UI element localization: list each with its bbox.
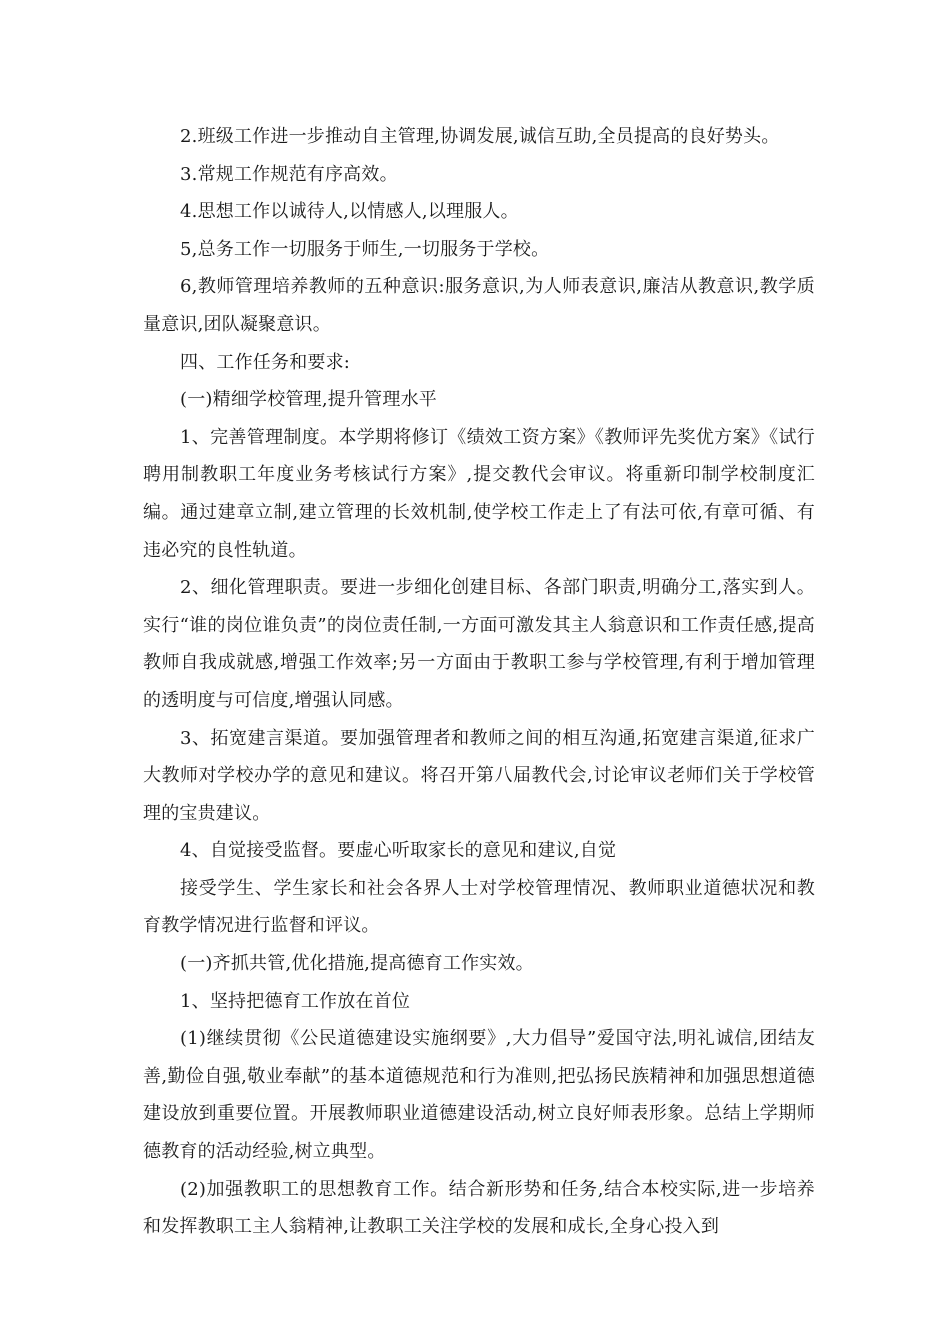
subsection-heading: (一)齐抓共管,优化措施,提高德育工作实效。 bbox=[180, 953, 534, 975]
paragraph: 2、细化管理职责。要进一步细化创建目标、各部门职责,明确分工,落实到人。实行“谁的岗位谁负责”的岗位责任制,一方面可激发其主人翁意识和工作责任感,提高教师自我成就感,增强工作效率;另一方面由于教职工参与学校管理,有利于增加管理的透明度与可信度,增强认同感。 bbox=[143, 577, 815, 711]
document-body bbox=[143, 118, 815, 1246]
paragraph: 6,教师管理培养教师的五种意识:服务意识,为人师表意识,廉洁从教意识,教学质量意识,团队凝聚意识。 bbox=[143, 276, 815, 335]
paragraph: 1、完善管理制度。本学期将修订《绩效工资方案》《教师评先奖优方案》《试行聘用制教职工年度业务考核试行方案》,提交教代会审议。将重新印制学校制度汇编。通过建章立制,建立管理的长效机制,使学校工作走上了有法可依,有章可循、有违必究的良性轨道。 bbox=[143, 426, 815, 561]
paragraph: 4.思想工作以诚待人,以情感人,以理服人。 bbox=[180, 201, 519, 223]
paragraph: 接受学生、学生家长和社会各界人士对学校管理情况、教师职业道德状况和教育教学情况进行监督和评议。 bbox=[143, 877, 815, 937]
subsection-heading: (一)精细学校管理,提升管理水平 bbox=[180, 389, 437, 411]
paragraph: (2)加强教职工的思想教育工作。结合新形势和任务,结合本校实际,进一步培养和发挥教职工主人翁精神,让教职工关注学校的发展和成长,全身心投入到 bbox=[143, 1178, 815, 1238]
paragraph: 4、自觉接受监督。要虚心听取家长的意见和建议,自觉 bbox=[180, 840, 617, 862]
paragraph: 1、坚持把德育工作放在首位 bbox=[180, 990, 411, 1012]
paragraph: 5,总务工作一切服务于师生,一切服务于学校。 bbox=[180, 238, 550, 260]
paragraph: 3、拓宽建言渠道。要加强管理者和教师之间的相互沟通,拓宽建言渠道,征求广大教师对学校办学的意见和建议。将召开第八届教代会,讨论审议老师们关于学校管理的宝贵建议。 bbox=[143, 727, 815, 824]
paragraph: 3.常规工作规范有序高效。 bbox=[180, 163, 398, 185]
paragraph: (1)继续贯彻《公民道德建设实施纲要》,大力倡导”爱国守法,明礼诚信,团结友善,勤俭自强,敬业奉献”的基本道德规范和行为准则,把弘扬民族精神和加强思想道德建设放到重要位置。开展教师职业道德建设活动,树立良好师表形象。总结上学期师德教育的活动经验,树立典型。 bbox=[143, 1028, 815, 1163]
section-heading: 四、工作任务和要求: bbox=[180, 351, 351, 373]
paragraph: 2.班级工作进一步推动自主管理,协调发展,诚信互助,全员提高的良好势头。 bbox=[180, 126, 780, 147]
